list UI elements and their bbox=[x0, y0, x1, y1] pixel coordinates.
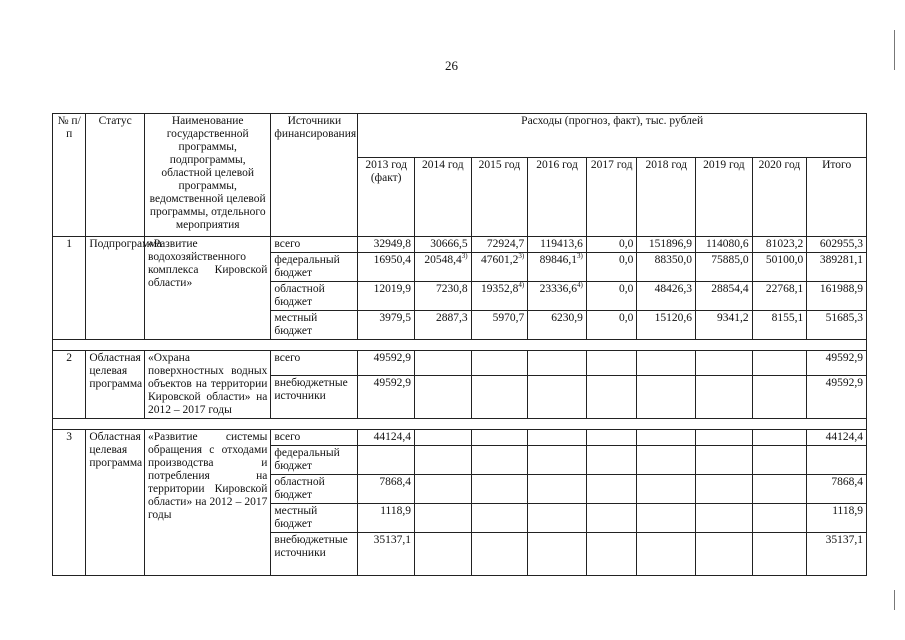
amount-value: 49592,9 bbox=[825, 377, 863, 389]
amount-value: 151896,9 bbox=[648, 238, 693, 250]
amount-cell bbox=[807, 376, 867, 419]
header-year: 2017 год bbox=[586, 157, 637, 236]
amount-cell bbox=[807, 311, 867, 340]
budget-table bbox=[52, 113, 867, 576]
amount-value: 2887,3 bbox=[435, 312, 468, 324]
amount-cell bbox=[414, 253, 471, 282]
amount-cell bbox=[471, 376, 528, 419]
program-num: 2 bbox=[53, 351, 86, 419]
amount-cell bbox=[528, 446, 587, 475]
amount-cell bbox=[637, 430, 696, 446]
amount-value: 51685,3 bbox=[825, 312, 863, 324]
amount-cell bbox=[471, 351, 528, 376]
amount-cell bbox=[414, 351, 471, 376]
amount-cell bbox=[696, 376, 753, 419]
header-name: Наименование государственной программы, подпрограммы, областной целевой программы, ведомственной целевой программы, отдельного мероприятия bbox=[145, 114, 271, 237]
amount-cell bbox=[528, 376, 587, 419]
header-year: 2016 год bbox=[528, 157, 587, 236]
amount-value: 15120,6 bbox=[654, 312, 693, 324]
amount-cell bbox=[528, 475, 587, 504]
amount-cell bbox=[358, 430, 415, 446]
amount-cell bbox=[807, 504, 867, 533]
header-year: 2020 год bbox=[752, 157, 807, 236]
amount-cell bbox=[696, 237, 753, 253]
amount-cell bbox=[752, 282, 807, 311]
amount-cell bbox=[586, 504, 637, 533]
amount-cell bbox=[637, 311, 696, 340]
amount-cell bbox=[358, 237, 415, 253]
amount-value: 44124,4 bbox=[825, 431, 863, 443]
footnote-mark: 4) bbox=[518, 281, 525, 290]
footnote-mark: 3) bbox=[577, 252, 583, 261]
amount-cell bbox=[528, 311, 587, 340]
amount-cell bbox=[414, 504, 471, 533]
amount-value: 161988,9 bbox=[819, 283, 863, 295]
amount-cell bbox=[358, 475, 415, 504]
amount-cell bbox=[414, 533, 471, 576]
amount-cell bbox=[752, 376, 807, 419]
amount-value: 7230,8 bbox=[435, 283, 468, 295]
amount-value: 22768,1 bbox=[765, 283, 804, 295]
amount-cell bbox=[637, 446, 696, 475]
amount-value: 89846,1 bbox=[539, 254, 578, 266]
amount-cell bbox=[807, 475, 867, 504]
amount-value: 7868,4 bbox=[831, 476, 863, 488]
amount-cell bbox=[471, 311, 528, 340]
amount-cell bbox=[696, 430, 753, 446]
amount-cell bbox=[471, 446, 528, 475]
funding-source: федеральный бюджет bbox=[271, 253, 358, 282]
amount-value: 389281,1 bbox=[819, 254, 863, 266]
amount-cell bbox=[586, 475, 637, 504]
amount-cell bbox=[471, 533, 528, 576]
amount-value: 8155,1 bbox=[771, 312, 804, 324]
amount-value: 49592,9 bbox=[825, 352, 863, 364]
amount-value: 16950,4 bbox=[373, 254, 411, 266]
amount-cell bbox=[696, 475, 753, 504]
amount-cell bbox=[637, 475, 696, 504]
amount-value: 9341,2 bbox=[717, 312, 749, 324]
amount-value: 49592,9 bbox=[373, 377, 411, 389]
amount-cell bbox=[528, 533, 587, 576]
amount-cell bbox=[414, 237, 471, 253]
funding-source: местный бюджет bbox=[271, 311, 358, 340]
amount-cell bbox=[358, 376, 415, 419]
amount-cell bbox=[696, 533, 753, 576]
amount-value: 28854,4 bbox=[711, 283, 749, 295]
table-body bbox=[53, 237, 867, 576]
amount-cell bbox=[358, 282, 415, 311]
amount-cell bbox=[637, 282, 696, 311]
header-year: 2018 год bbox=[637, 157, 696, 236]
amount-cell bbox=[358, 446, 415, 475]
amount-cell bbox=[752, 351, 807, 376]
amount-cell bbox=[358, 533, 415, 576]
amount-cell bbox=[528, 237, 587, 253]
amount-cell bbox=[528, 253, 587, 282]
amount-cell bbox=[752, 430, 807, 446]
amount-cell bbox=[637, 237, 696, 253]
header-sources: Источники финансирования bbox=[271, 114, 358, 237]
amount-cell bbox=[752, 237, 807, 253]
amount-value: 114080,6 bbox=[705, 238, 749, 250]
amount-cell bbox=[358, 504, 415, 533]
amount-cell bbox=[752, 311, 807, 340]
footnote-mark: 4) bbox=[577, 281, 583, 290]
amount-cell bbox=[528, 504, 587, 533]
program-status: Областная целевая программа bbox=[86, 351, 145, 419]
funding-source: всего bbox=[271, 237, 358, 253]
amount-value: 3979,5 bbox=[379, 312, 411, 324]
table-row bbox=[53, 237, 867, 253]
amount-cell bbox=[471, 430, 528, 446]
funding-source: местный бюджет bbox=[271, 504, 358, 533]
amount-cell bbox=[752, 446, 807, 475]
amount-cell bbox=[752, 253, 807, 282]
amount-value: 602955,3 bbox=[819, 238, 863, 250]
program-num: 3 bbox=[53, 430, 86, 576]
amount-cell bbox=[586, 282, 637, 311]
amount-cell bbox=[471, 475, 528, 504]
amount-cell bbox=[471, 253, 528, 282]
amount-cell bbox=[358, 351, 415, 376]
funding-source: федеральный бюджет bbox=[271, 446, 358, 475]
program-status: Областная целевая программа bbox=[86, 430, 145, 576]
amount-value: 35137,1 bbox=[373, 534, 411, 546]
amount-cell bbox=[807, 533, 867, 576]
amount-value: 5970,7 bbox=[492, 312, 525, 324]
amount-cell bbox=[586, 237, 637, 253]
amount-cell bbox=[358, 311, 415, 340]
amount-cell bbox=[586, 446, 637, 475]
program-status: Подпрограмма bbox=[86, 237, 145, 340]
program-name: «Охрана поверхностных водных объектов на территории Кировской области» на 2012 – 2017 годы bbox=[145, 351, 271, 419]
amount-cell bbox=[807, 430, 867, 446]
amount-value: 47601,2 bbox=[481, 254, 519, 266]
page-edge-mark bbox=[894, 590, 895, 610]
amount-cell bbox=[696, 311, 753, 340]
table-row bbox=[53, 351, 867, 376]
amount-value: 48426,3 bbox=[654, 283, 693, 295]
funding-source: внебюджетные источники bbox=[271, 533, 358, 576]
page-number: 26 bbox=[445, 58, 458, 73]
amount-value: 49592,9 bbox=[373, 352, 411, 364]
amount-value: 30666,5 bbox=[430, 238, 468, 250]
amount-value: 72924,7 bbox=[486, 238, 525, 250]
footnote-mark: 3) bbox=[461, 252, 468, 261]
amount-cell bbox=[752, 533, 807, 576]
amount-cell bbox=[414, 282, 471, 311]
funding-source: областной бюджет bbox=[271, 282, 358, 311]
amount-value: 20548,4 bbox=[424, 254, 462, 266]
amount-cell bbox=[807, 446, 867, 475]
amount-value: 12019,9 bbox=[373, 283, 411, 295]
amount-value: 0,0 bbox=[619, 283, 634, 295]
amount-value: 44124,4 bbox=[373, 431, 411, 443]
amount-value: 0,0 bbox=[619, 238, 634, 250]
amount-cell bbox=[637, 253, 696, 282]
amount-cell bbox=[358, 253, 415, 282]
header-year: 2015 год bbox=[471, 157, 528, 236]
amount-cell bbox=[752, 504, 807, 533]
amount-cell bbox=[586, 351, 637, 376]
amount-value: 1118,9 bbox=[380, 505, 411, 517]
amount-value: 19352,8 bbox=[481, 283, 519, 295]
header-num: № п/п bbox=[53, 114, 86, 237]
funding-source: всего bbox=[271, 430, 358, 446]
amount-value: 88350,0 bbox=[654, 254, 693, 266]
page-edge-mark bbox=[894, 30, 895, 70]
header-status: Статус bbox=[86, 114, 145, 237]
amount-cell bbox=[586, 311, 637, 340]
amount-value: 23336,6 bbox=[539, 283, 578, 295]
amount-cell bbox=[586, 430, 637, 446]
table-row bbox=[53, 430, 867, 446]
amount-cell bbox=[807, 253, 867, 282]
amount-value: 81023,2 bbox=[765, 238, 804, 250]
amount-cell bbox=[807, 282, 867, 311]
amount-cell bbox=[414, 475, 471, 504]
amount-cell bbox=[586, 376, 637, 419]
footnote-mark: 3) bbox=[518, 252, 525, 261]
program-name: «Развитие системы обращения с отходами производства и потребления на территории Кировской области» на 2012 – 2017 годы bbox=[145, 430, 271, 576]
program-name: «Развитие водохозяйственного комплекса Кировской области» bbox=[145, 237, 271, 340]
amount-cell bbox=[528, 430, 587, 446]
header-row-1 bbox=[53, 114, 867, 158]
amount-cell bbox=[696, 253, 753, 282]
amount-cell bbox=[696, 351, 753, 376]
amount-cell bbox=[414, 311, 471, 340]
amount-cell bbox=[528, 282, 587, 311]
amount-value: 50100,0 bbox=[765, 254, 804, 266]
amount-cell bbox=[752, 475, 807, 504]
amount-cell bbox=[807, 351, 867, 376]
amount-value: 119413,6 bbox=[540, 238, 583, 250]
amount-cell bbox=[637, 376, 696, 419]
amount-value: 1118,9 bbox=[832, 505, 863, 517]
amount-cell bbox=[414, 376, 471, 419]
amount-value: 35137,1 bbox=[825, 534, 863, 546]
amount-value: 6230,9 bbox=[551, 312, 583, 324]
header-year: Итого bbox=[807, 157, 867, 236]
amount-cell bbox=[637, 533, 696, 576]
amount-cell bbox=[637, 351, 696, 376]
amount-value: 0,0 bbox=[619, 312, 634, 324]
amount-cell bbox=[471, 282, 528, 311]
amount-value: 7868,4 bbox=[379, 476, 411, 488]
amount-cell bbox=[586, 533, 637, 576]
header-year: 2013 год (факт) bbox=[358, 157, 415, 236]
amount-cell bbox=[696, 282, 753, 311]
amount-cell bbox=[696, 504, 753, 533]
header-expenses: Расходы (прогноз, факт), тыс. рублей bbox=[358, 114, 867, 158]
spacer-row bbox=[53, 419, 867, 430]
spacer-row bbox=[53, 340, 867, 351]
amount-cell bbox=[414, 446, 471, 475]
amount-value: 75885,0 bbox=[711, 254, 749, 266]
amount-cell bbox=[471, 237, 528, 253]
funding-source: всего bbox=[271, 351, 358, 376]
amount-cell bbox=[696, 446, 753, 475]
amount-value: 32949,8 bbox=[373, 238, 411, 250]
amount-cell bbox=[414, 430, 471, 446]
amount-cell bbox=[637, 504, 696, 533]
amount-cell bbox=[471, 504, 528, 533]
amount-cell bbox=[807, 237, 867, 253]
amount-cell bbox=[586, 253, 637, 282]
amount-cell bbox=[528, 351, 587, 376]
program-num: 1 bbox=[53, 237, 86, 340]
funding-source: областной бюджет bbox=[271, 475, 358, 504]
header-year: 2014 год bbox=[414, 157, 471, 236]
header-year: 2019 год bbox=[696, 157, 753, 236]
amount-value: 0,0 bbox=[619, 254, 634, 266]
funding-source: внебюджетные источники bbox=[271, 376, 358, 419]
